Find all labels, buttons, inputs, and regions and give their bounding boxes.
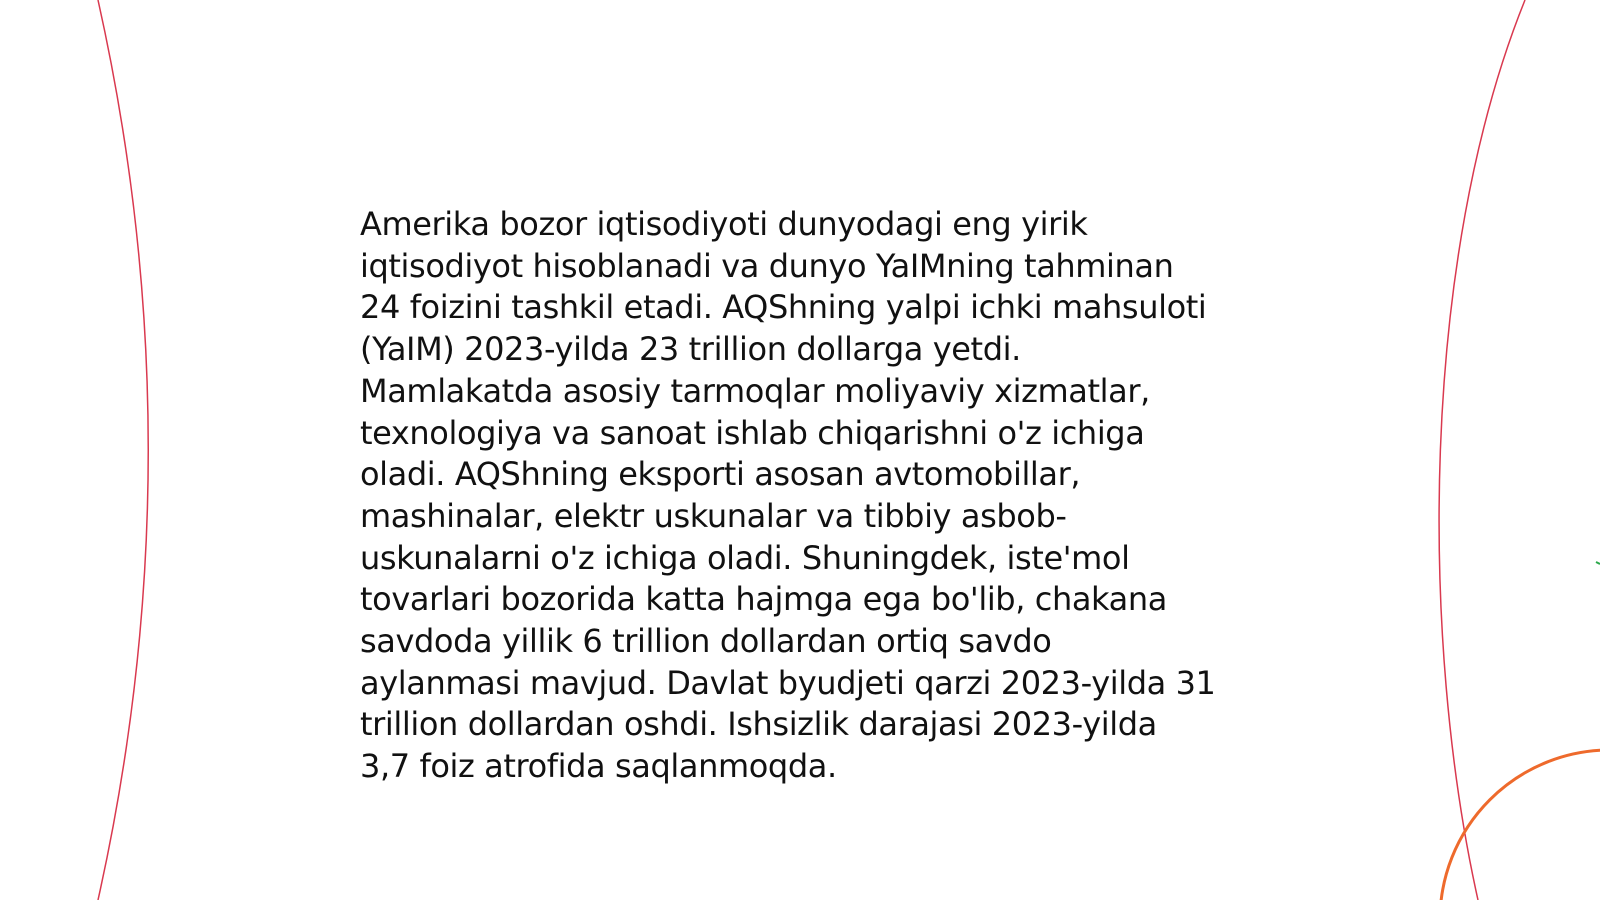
body-line: Mamlakatda asosiy tarmoqlar moliyaviy xizmatlar, [360,371,1150,410]
left-arc-line [98,0,148,900]
green-accent-mark [1596,562,1600,564]
body-line: 24 foizini tashkil etadi. AQShning yalpi ichki mahsuloti [360,288,1207,327]
right-arc-line [1439,0,1525,900]
body-line: iqtisodiyot hisoblanadi va dunyo YaIMning tahminan [360,246,1174,285]
body-line: savdoda yillik 6 trillion dollardan ortiq savdo [360,622,1052,661]
body-line: tovarlari bozorida katta hajmga ega bo'lib, chakana [360,580,1167,619]
body-line: 3,7 foiz atrofida saqlanmoqda. [360,747,837,786]
body-line: mashinalar, elektr uskunalar va tibbiy asbob- [360,496,1067,535]
body-line: trillion dollardan oshdi. Ishsizlik darajasi 2023-yilda [360,705,1157,744]
body-line: aylanmasi mavjud. Davlat byudjeti qarzi 2023-yilda 31 [360,663,1216,702]
body-line: uskunalarni o'z ichiga oladi. Shuningdek, iste'mol [360,538,1130,577]
body-line: (YaIM) 2023-yilda 23 trillion dollarga yetdi. [360,330,1021,369]
slide-body-text [360,204,1260,788]
body-line: texnologiya va sanoat ishlab chiqarishni o'z ichiga [360,413,1145,452]
body-line: Amerika bozor iqtisodiyoti dunyodagi eng yirik [360,205,1088,243]
body-line: oladi. AQShning eksporti asosan avtomobillar, [360,455,1081,494]
